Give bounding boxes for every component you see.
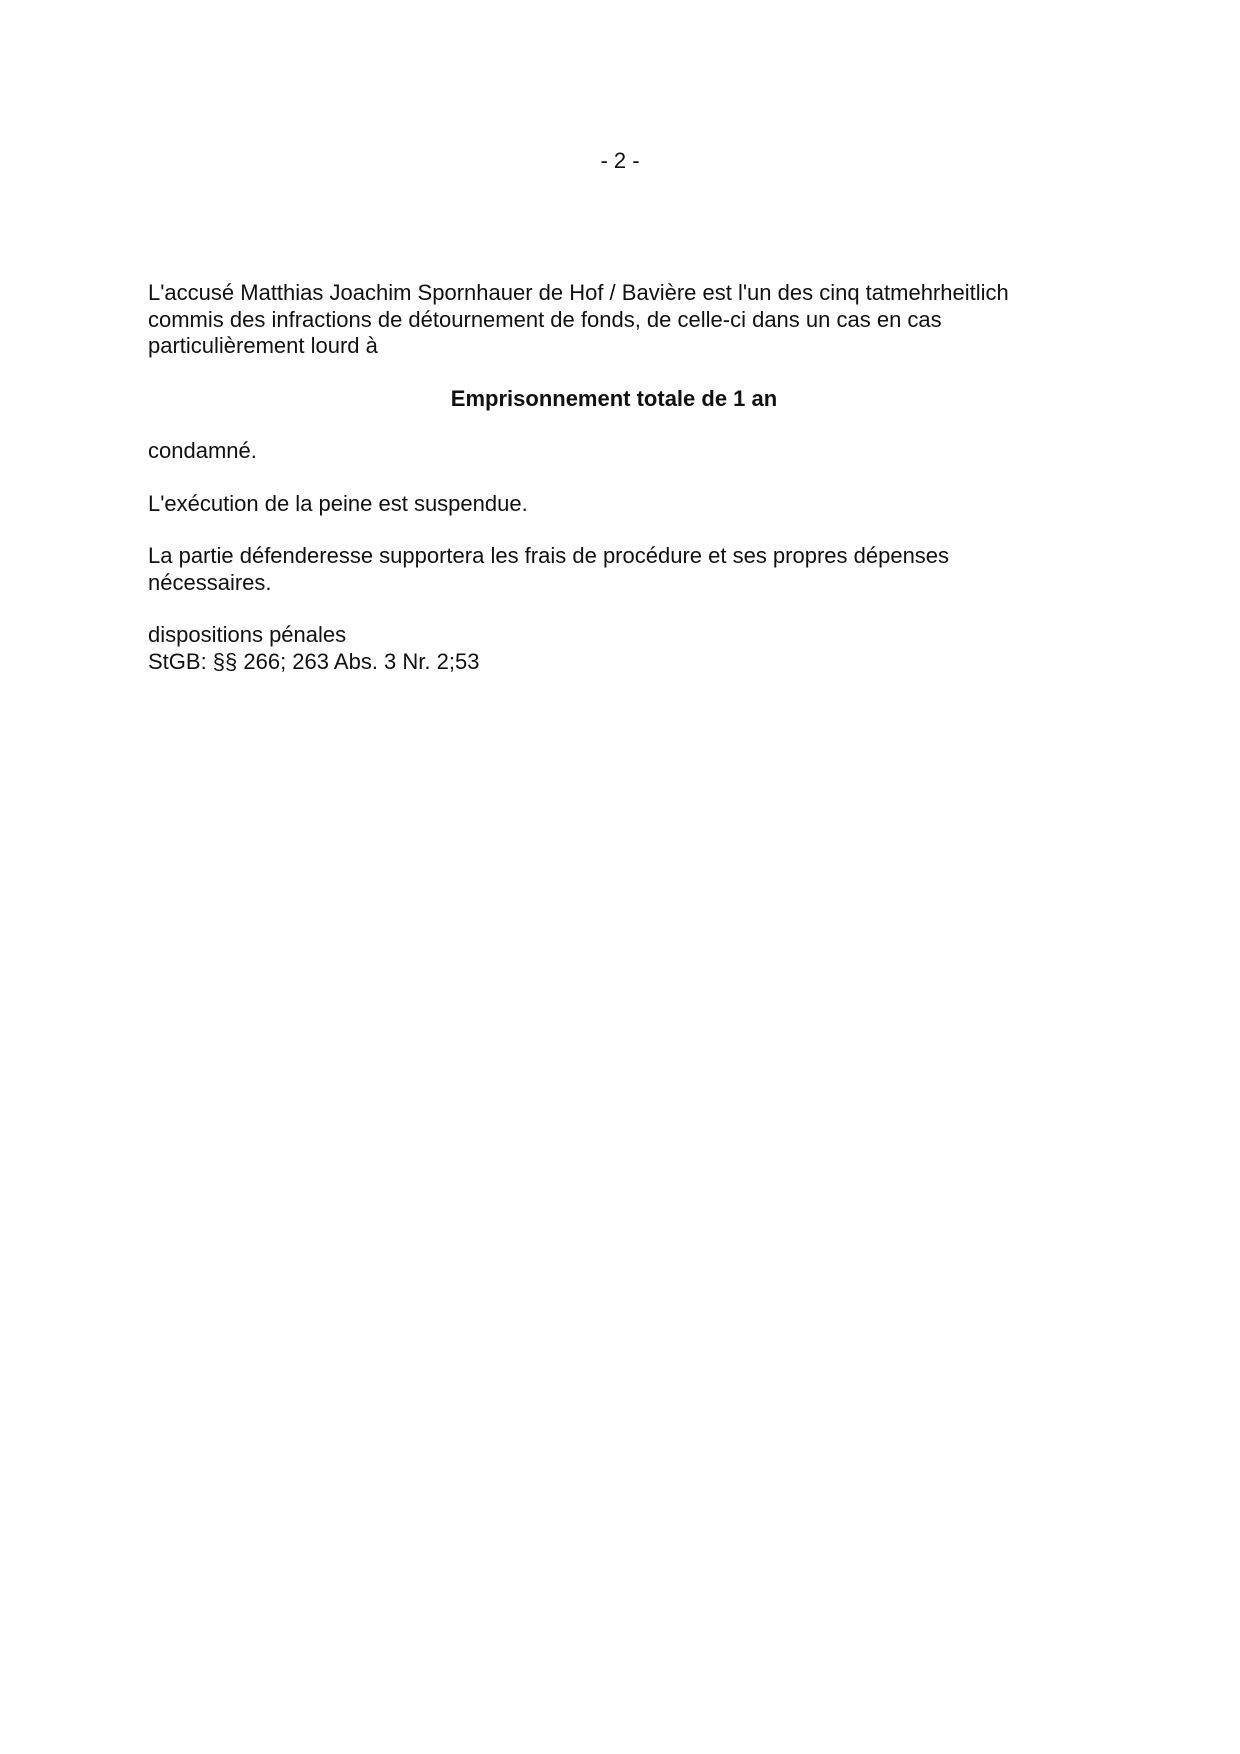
page-number: - 2 - <box>600 148 640 173</box>
provisions-title: dispositions pénales <box>148 622 347 647</box>
costs-line: La partie défenderesse supportera les frais de procédure et ses propres dépenses <box>148 543 950 568</box>
verdict-intro-line: particulièrement lourd à <box>148 333 378 358</box>
suspension-text: L'exécution de la peine est suspendue. <box>148 490 528 516</box>
verdict-intro <box>148 280 1068 360</box>
costs-paragraph <box>148 543 1068 596</box>
verdict-intro-line: L'accusé Matthias Joachim Spornhauer de Hof / Bavière est l'un des cinq tatmehrheitlich <box>148 280 1009 305</box>
document-body <box>148 280 1068 701</box>
sentence-heading: Emprisonnement totale de 1 an <box>450 385 778 411</box>
costs-line: nécessaires. <box>148 569 272 595</box>
condemned-text: condamné. <box>148 438 257 463</box>
penal-provisions <box>148 622 1068 675</box>
provisions-text: StGB: §§ 266; 263 Abs. 3 Nr. 2;53 <box>148 648 480 674</box>
verdict-intro-line: commis des infractions de détournement de fonds, de celle-ci dans un cas en cas <box>148 306 942 332</box>
